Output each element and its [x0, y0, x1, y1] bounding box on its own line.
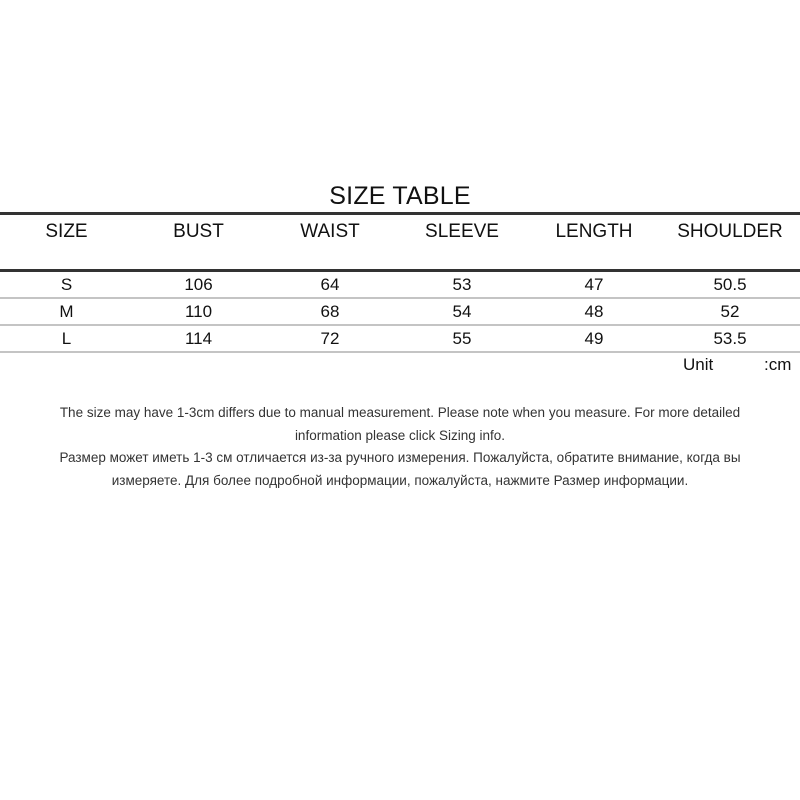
cell-length: 47	[584, 275, 604, 294]
note-english: The size may have 1-3cm differs due to manual measurement. Please note when you measure. For more detailed information please click Sizing info.	[59, 405, 741, 443]
size-table	[0, 212, 800, 353]
cell-bust: 114	[184, 329, 213, 348]
cell-length: 49	[584, 329, 604, 348]
header-waist: WAIST	[300, 221, 360, 242]
cell-waist: 64	[320, 275, 340, 294]
cell-waist: 68	[320, 302, 340, 321]
measurement-notes	[40, 402, 760, 492]
table-bottom-rule	[0, 351, 800, 353]
cell-sleeve: 53	[452, 275, 472, 294]
cell-size: L	[61, 329, 72, 348]
table-row	[0, 299, 800, 324]
cell-sleeve: 54	[452, 302, 472, 321]
table-row	[0, 272, 800, 297]
cell-shoulder: 50.5	[713, 275, 747, 294]
cell-size: M	[59, 302, 74, 321]
cell-waist: 72	[320, 329, 340, 348]
cell-shoulder: 52	[720, 302, 740, 321]
header-bust: BUST	[173, 221, 224, 242]
header-length: LENGTH	[555, 221, 633, 242]
cell-shoulder: 53.5	[713, 329, 747, 348]
cell-sleeve: 55	[452, 329, 472, 348]
header-size: SIZE	[45, 221, 88, 242]
table-header-row	[0, 215, 800, 269]
cell-bust: 106	[184, 275, 213, 294]
unit-value: :cm	[764, 355, 792, 374]
header-sleeve: SLEEVE	[425, 221, 499, 242]
cell-length: 48	[584, 302, 604, 321]
header-shoulder: SHOULDER	[677, 221, 783, 242]
note-russian: Размер может иметь 1-3 см отличается из-за ручного измерения. Пожалуйста, обратите внимание, когда вы измеряете. Для более подробной информации, пожалуйста, нажмите Размер информации.	[59, 450, 741, 488]
cell-bust: 110	[184, 302, 213, 321]
unit-label: Unit	[683, 355, 714, 374]
unit-note	[0, 355, 800, 377]
page-title: SIZE TABLE	[329, 182, 471, 210]
cell-size: S	[60, 275, 73, 294]
table-row	[0, 326, 800, 351]
